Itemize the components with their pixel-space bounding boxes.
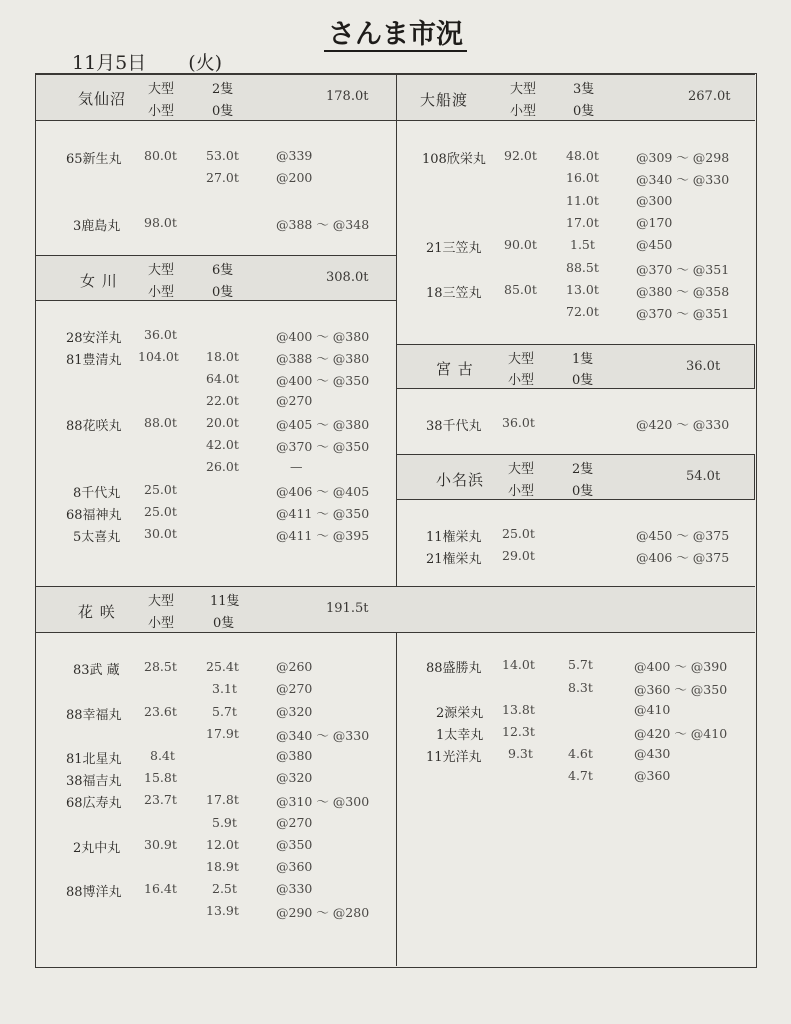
boat-total: 29.0t xyxy=(502,548,535,563)
miyako-small-count: 0隻 xyxy=(572,373,594,388)
boat-name: 68福神丸 xyxy=(66,508,122,523)
lot-price: @260 xyxy=(276,659,313,674)
boat-total: 98.0t xyxy=(144,215,177,230)
boat-total: 30.9t xyxy=(144,837,177,852)
lot-qty: 8.3t xyxy=(568,680,593,695)
boat-name: 38千代丸 xyxy=(426,419,482,434)
port-name-hanasaki: 花 咲 xyxy=(78,603,116,621)
lot-qty: 13.0t xyxy=(566,282,599,297)
lot-price: @400 ～ @350 xyxy=(276,373,370,388)
boat-total: 23.6t xyxy=(144,704,177,719)
lot-qty: 16.0t xyxy=(566,170,599,185)
boat-total: 9.3t xyxy=(508,746,533,761)
lot-qty: 53.0t xyxy=(206,148,239,163)
port-name-onahama: 小名浜 xyxy=(436,471,485,489)
lot-price: @340 ～ @330 xyxy=(636,172,730,187)
boat-name: 88花咲丸 xyxy=(66,419,122,434)
hanasaki-large-label: 大型 xyxy=(148,594,175,609)
hanasaki-small-label: 小型 xyxy=(148,616,175,631)
lot-price: @270 xyxy=(276,815,313,830)
lot-price: @300 xyxy=(636,193,673,208)
lot-qty: 18.0t xyxy=(206,349,239,364)
port-name-kesennuma: 気仙沼 xyxy=(78,90,127,108)
boat-name: 28安洋丸 xyxy=(66,331,122,346)
lot-qty: 3.1t xyxy=(212,681,237,696)
lot-qty: 12.0t xyxy=(206,837,239,852)
lot-price: @170 xyxy=(636,215,673,230)
lot-price: @388 ～ @348 xyxy=(276,217,370,232)
boat-total: 80.0t xyxy=(144,148,177,163)
lot-price: @270 xyxy=(276,393,313,408)
ofunato-large-label: 大型 xyxy=(510,82,537,97)
lot-qty: 18.9t xyxy=(206,859,239,874)
boat-total: 28.5t xyxy=(144,659,177,674)
boat-total: 36.0t xyxy=(502,415,535,430)
boat-name: 88幸福丸 xyxy=(66,708,122,723)
lot-price: — xyxy=(290,459,303,474)
boat-name: 2源栄丸 xyxy=(436,706,484,721)
lot-price: @360 xyxy=(634,768,671,783)
boat-total: 85.0t xyxy=(504,282,537,297)
lot-qty: 4.6t xyxy=(568,746,593,761)
hanasaki-large-count: 11隻 xyxy=(210,594,240,609)
lot-qty: 1.5t xyxy=(570,237,595,252)
lot-price: @380 xyxy=(276,748,313,763)
boat-total: 30.0t xyxy=(144,526,177,541)
boat-total: 8.4t xyxy=(150,748,175,763)
boat-total: 15.8t xyxy=(144,770,177,785)
lot-price: @430 xyxy=(634,746,671,761)
hanasaki-header xyxy=(36,586,755,633)
kesennuma-large-count: 2隻 xyxy=(212,82,234,97)
boat-total: 90.0t xyxy=(504,237,537,252)
boat-name: 83武 蔵 xyxy=(73,663,120,678)
boat-name: 18三笠丸 xyxy=(426,286,482,301)
lot-qty: 48.0t xyxy=(566,148,599,163)
lot-qty: 13.9t xyxy=(206,903,239,918)
lot-price: @420 ～ @330 xyxy=(636,417,730,432)
boat-total: 25.0t xyxy=(144,482,177,497)
boat-name: 1太幸丸 xyxy=(436,728,484,743)
lot-price: @370 ～ @350 xyxy=(276,439,370,454)
lot-price: @406 ～ @375 xyxy=(636,550,730,565)
boat-name: 81豊清丸 xyxy=(66,353,122,368)
port-name-onagawa: 女 川 xyxy=(80,272,118,290)
lot-qty: 4.7t xyxy=(568,768,593,783)
boat-name: 38福吉丸 xyxy=(66,774,122,789)
boat-name: 88博洋丸 xyxy=(66,885,122,900)
lot-price: @360 xyxy=(276,859,313,874)
boat-total: 25.0t xyxy=(144,504,177,519)
onagawa-large-count: 6隻 xyxy=(212,263,234,278)
ofunato-large-count: 3隻 xyxy=(573,82,595,97)
lot-price: @400 ～ @390 xyxy=(634,659,728,674)
kesennuma-small-label: 小型 xyxy=(148,104,175,119)
lot-qty: 20.0t xyxy=(206,415,239,430)
port-name-ofunato: 大船渡 xyxy=(420,91,469,109)
page-title: さんま市況 xyxy=(0,12,791,51)
boat-name: 21権栄丸 xyxy=(426,552,482,567)
onahama-small-count: 0隻 xyxy=(572,484,594,499)
report-date xyxy=(72,48,222,75)
boat-total: 88.0t xyxy=(144,415,177,430)
lot-qty: 42.0t xyxy=(206,437,239,452)
onahama-large-label: 大型 xyxy=(508,462,535,477)
lot-price: @410 xyxy=(634,702,671,717)
boat-name: 68広寿丸 xyxy=(66,796,122,811)
lot-price: @420 ～ @410 xyxy=(634,726,728,741)
ofunato-small-label: 小型 xyxy=(510,104,537,119)
hanasaki-small-count: 0隻 xyxy=(213,616,235,631)
miyako-large-count: 1隻 xyxy=(572,352,594,367)
lot-qty: 25.4t xyxy=(206,659,239,674)
ofunato-small-count: 0隻 xyxy=(573,104,595,119)
lot-price: @310 ～ @300 xyxy=(276,794,370,809)
lot-price: @309 ～ @298 xyxy=(636,150,730,165)
lot-price: @388 ～ @380 xyxy=(276,351,370,366)
lot-price: @200 xyxy=(276,170,313,185)
lot-price: @406 ～ @405 xyxy=(276,484,370,499)
lot-price: @340 ～ @330 xyxy=(276,728,370,743)
date-month-day: 11月5日 xyxy=(72,52,147,74)
boat-total: 23.7t xyxy=(144,792,177,807)
lot-price: @400 ～ @380 xyxy=(276,329,370,344)
boat-total: 36.0t xyxy=(144,327,177,342)
boat-name: 2丸中丸 xyxy=(73,841,121,856)
lot-qty: 72.0t xyxy=(566,304,599,319)
boat-name: 81北星丸 xyxy=(66,752,122,767)
boat-total: 92.0t xyxy=(504,148,537,163)
boat-total: 104.0t xyxy=(138,349,179,364)
boat-name: 108欣栄丸 xyxy=(422,152,486,167)
lot-qty: 5.9t xyxy=(212,815,237,830)
lot-qty: 17.9t xyxy=(206,726,239,741)
lot-qty: 2.5t xyxy=(212,881,237,896)
onahama-small-label: 小型 xyxy=(508,484,535,499)
boat-total: 12.3t xyxy=(502,724,535,739)
lot-price: @411 ～ @350 xyxy=(276,506,370,521)
lot-price: @330 xyxy=(276,881,313,896)
port-name-miyako: 宮 古 xyxy=(436,360,474,378)
lot-qty: 5.7t xyxy=(568,657,593,672)
boat-total: 25.0t xyxy=(502,526,535,541)
lot-qty: 17.0t xyxy=(566,215,599,230)
lot-price: @450 ～ @375 xyxy=(636,528,730,543)
boat-total: 13.8t xyxy=(502,702,535,717)
boat-total: 16.4t xyxy=(144,881,177,896)
boat-name: 8千代丸 xyxy=(73,486,121,501)
kesennuma-small-count: 0隻 xyxy=(212,104,234,119)
onagawa-total: 308.0t xyxy=(326,270,369,285)
column-divider-top xyxy=(396,74,397,586)
lot-qty: 5.7t xyxy=(212,704,237,719)
lot-price: @380 ～ @358 xyxy=(636,284,730,299)
lot-price: @370 ～ @351 xyxy=(636,306,730,321)
onagawa-small-count: 0隻 xyxy=(212,285,234,300)
lot-price: @320 xyxy=(276,770,313,785)
lot-qty: 11.0t xyxy=(566,193,599,208)
miyako-small-label: 小型 xyxy=(508,373,535,388)
boat-name: 5太喜丸 xyxy=(73,530,121,545)
lot-price: @339 xyxy=(276,148,313,163)
kesennuma-total: 178.0t xyxy=(326,89,369,104)
lot-qty: 17.8t xyxy=(206,792,239,807)
column-divider-bottom xyxy=(396,632,397,966)
lot-price: @450 xyxy=(636,237,673,252)
lot-price: @320 xyxy=(276,704,313,719)
onagawa-large-label: 大型 xyxy=(148,263,175,278)
boat-name: 11光洋丸 xyxy=(426,750,482,765)
date-weekday: (火) xyxy=(188,52,223,74)
boat-name: 65新生丸 xyxy=(66,152,122,167)
lot-qty: 27.0t xyxy=(206,170,239,185)
kesennuma-large-label: 大型 xyxy=(148,82,175,97)
lot-qty: 88.5t xyxy=(566,260,599,275)
lot-price: @350 xyxy=(276,837,313,852)
boat-total: 14.0t xyxy=(502,657,535,672)
lot-price: @290 ～ @280 xyxy=(276,905,370,920)
lot-price: @360 ～ @350 xyxy=(634,682,728,697)
ofunato-total: 267.0t xyxy=(688,89,731,104)
onahama-total: 54.0t xyxy=(686,469,721,484)
lot-price: @405 ～ @380 xyxy=(276,417,370,432)
miyako-total: 36.0t xyxy=(686,359,721,374)
miyako-large-label: 大型 xyxy=(508,352,535,367)
onahama-large-count: 2隻 xyxy=(572,462,594,477)
boat-name: 3鹿島丸 xyxy=(73,219,121,234)
boat-name: 21三笠丸 xyxy=(426,241,482,256)
lot-price: @411 ～ @395 xyxy=(276,528,370,543)
lot-price: @370 ～ @351 xyxy=(636,262,730,277)
boat-name: 88盛勝丸 xyxy=(426,661,482,676)
lot-price: @270 xyxy=(276,681,313,696)
onagawa-small-label: 小型 xyxy=(148,285,175,300)
lot-qty: 64.0t xyxy=(206,371,239,386)
boat-name: 11権栄丸 xyxy=(426,530,482,545)
lot-qty: 26.0t xyxy=(206,459,239,474)
hanasaki-total: 191.5t xyxy=(326,601,369,616)
lot-qty: 22.0t xyxy=(206,393,239,408)
